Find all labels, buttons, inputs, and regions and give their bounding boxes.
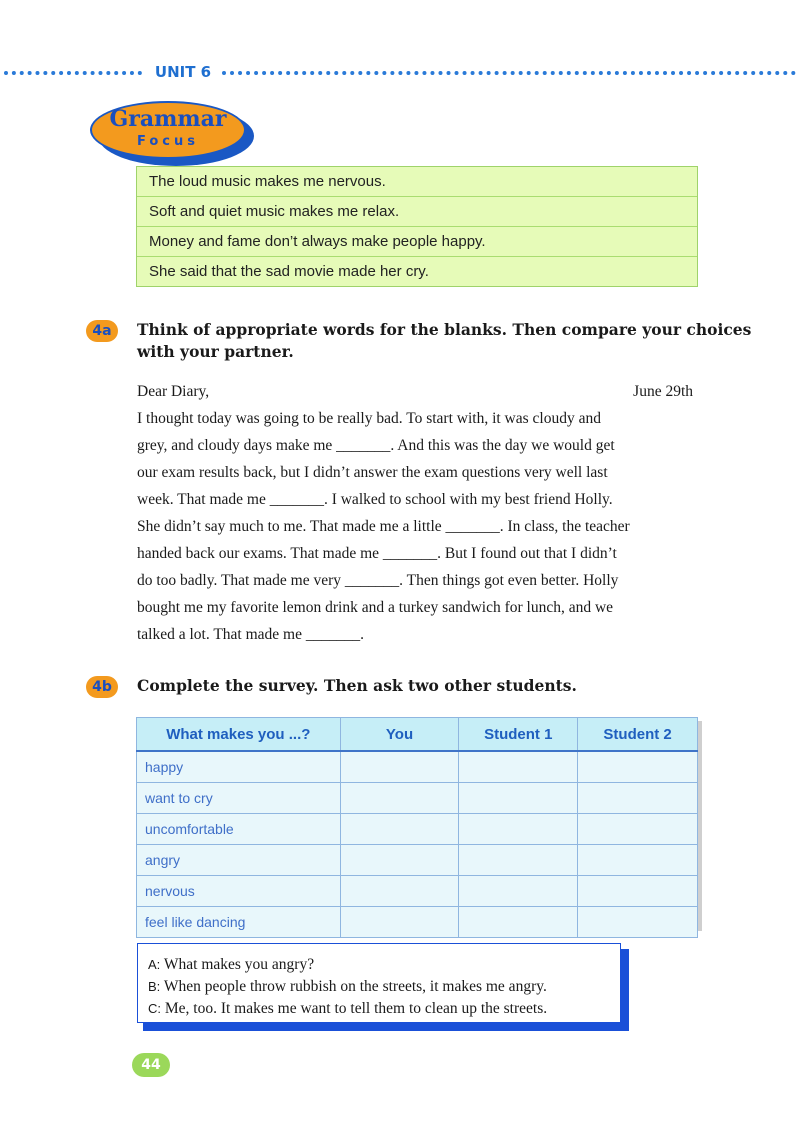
- answer-cell-student-1[interactable]: [459, 907, 578, 938]
- dialogue-line: [148, 998, 620, 1020]
- speaker-label: A:: [148, 957, 161, 972]
- survey-row-label: nervous: [137, 876, 341, 907]
- diary-line: grey, and cloudy days make me _______. And this was the day we would get: [137, 437, 615, 454]
- grammar-focus-badge: [90, 101, 250, 165]
- table-row: [137, 876, 698, 907]
- survey-header-student-2: Student 2: [578, 718, 698, 752]
- diary-line: bought me my favorite lemon drink and a turkey sandwich for lunch, and we: [137, 599, 614, 616]
- badge-subtitle: Focus: [137, 134, 199, 149]
- table-row: [137, 783, 698, 814]
- dotted-rule-right: [222, 71, 796, 75]
- survey-header-student-1: Student 1: [459, 718, 578, 752]
- survey-row-label: angry: [137, 845, 341, 876]
- survey-row-label: feel like dancing: [137, 907, 341, 938]
- survey-table: [136, 717, 698, 938]
- diary-line: She didn’t say much to me. That made me a little _______. In class, the teacher: [137, 518, 630, 535]
- answer-cell-you[interactable]: [340, 845, 459, 876]
- grammar-sentence: The loud music makes me nervous.: [137, 167, 697, 197]
- dialogue-box: [137, 943, 621, 1023]
- exercise-4a-instruction: [137, 319, 751, 363]
- answer-cell-you[interactable]: [340, 907, 459, 938]
- dialogue-text: What makes you angry?: [160, 956, 315, 973]
- table-row: [137, 907, 698, 938]
- grammar-box: [136, 166, 698, 287]
- exercise-4b-badge: 4b: [86, 676, 118, 698]
- instruction-line: with your partner.: [137, 342, 294, 361]
- diary-line: our exam results back, but I didn’t answer the exam questions very well last: [137, 464, 608, 481]
- page-number: 44: [132, 1053, 170, 1077]
- diary-salutation: Dear Diary,: [137, 383, 210, 400]
- speaker-label: B:: [148, 979, 161, 994]
- survey-table-wrap: [136, 717, 698, 930]
- diary-date: June 29th: [633, 383, 693, 400]
- diary-line: week. That made me _______. I walked to school with my best friend Holly.: [137, 491, 613, 508]
- dialogue-text: When people throw rubbish on the streets, it makes me angry.: [160, 978, 547, 995]
- answer-cell-you[interactable]: [340, 814, 459, 845]
- answer-cell-student-1[interactable]: [459, 751, 578, 783]
- answer-cell-student-2[interactable]: [578, 876, 698, 907]
- answer-cell-student-2[interactable]: [578, 845, 698, 876]
- diary-heading: [137, 378, 693, 405]
- answer-cell-student-2[interactable]: [578, 907, 698, 938]
- speaker-label: C:: [148, 1001, 161, 1016]
- answer-cell-you[interactable]: [340, 783, 459, 814]
- diary-line: I thought today was going to be really bad. To start with, it was cloudy and: [137, 410, 601, 427]
- grammar-sentence: Money and fame don’t always make people happy.: [137, 227, 697, 257]
- dotted-rule-left: [4, 71, 142, 75]
- survey-header-you: You: [340, 718, 459, 752]
- survey-row-label: want to cry: [137, 783, 341, 814]
- diary-entry: [137, 378, 693, 648]
- diary-line: handed back our exams. That made me _______. But I found out that I didn’t: [137, 545, 617, 562]
- dialogue-line: [148, 954, 620, 976]
- grammar-sentence: She said that the sad movie made her cry.: [149, 263, 429, 280]
- answer-cell-student-2[interactable]: [578, 751, 698, 783]
- survey-row-label: happy: [137, 751, 341, 783]
- answer-cell-student-1[interactable]: [459, 845, 578, 876]
- survey-header-row: [137, 718, 698, 752]
- table-row: [137, 751, 698, 783]
- instruction-line: Think of appropriate words for the blanks. Then compare your choices: [137, 320, 752, 339]
- answer-cell-you[interactable]: [340, 751, 459, 783]
- unit-title: UNIT 6: [154, 63, 212, 81]
- answer-cell-student-1[interactable]: [459, 876, 578, 907]
- exercise-4b-instruction: Complete the survey. Then ask two other students.: [137, 676, 577, 695]
- survey-row-label: uncomfortable: [137, 814, 341, 845]
- answer-cell-student-1[interactable]: [459, 783, 578, 814]
- dialogue-line: [148, 976, 620, 998]
- answer-cell-student-2[interactable]: [578, 783, 698, 814]
- unit-header: [0, 60, 800, 84]
- survey-header-question: What makes you ...?: [137, 718, 341, 752]
- dialogue-box-wrap: [137, 943, 629, 1031]
- badge-title: Grammar: [109, 106, 227, 132]
- dialogue-text: Me, too. It makes me want to tell them to clean up the streets.: [161, 1000, 548, 1017]
- table-row: [137, 845, 698, 876]
- exercise-4a-badge: 4a: [86, 320, 118, 342]
- grammar-sentence: Soft and quiet music makes me relax.: [137, 197, 697, 227]
- diary-line: talked a lot. That made me _______.: [137, 626, 364, 643]
- table-row: [137, 814, 698, 845]
- diary-line: do too badly. That made me very _______. Then things got even better. Holly: [137, 572, 619, 589]
- answer-cell-student-2[interactable]: [578, 814, 698, 845]
- answer-cell-student-1[interactable]: [459, 814, 578, 845]
- answer-cell-you[interactable]: [340, 876, 459, 907]
